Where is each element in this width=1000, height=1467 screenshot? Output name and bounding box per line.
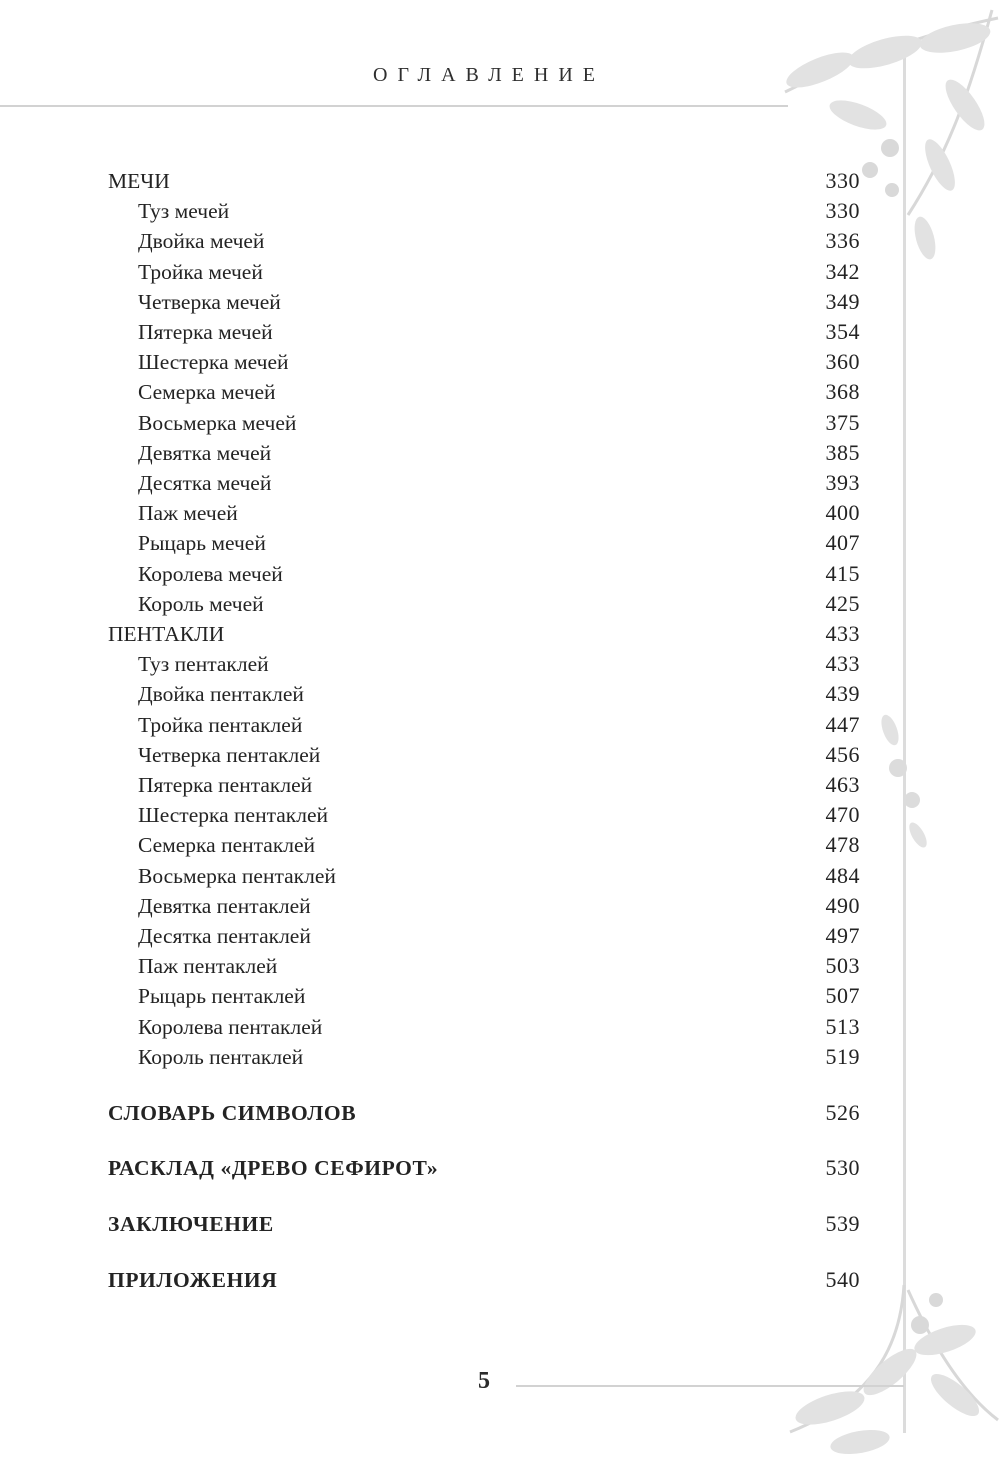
page-title: ОГЛАВЛЕНИЕ (373, 64, 605, 86)
toc-entry-page: 530 (825, 1155, 860, 1181)
toc-entry-label: Двойка пентаклей (138, 682, 304, 707)
toc-entry-page: 463 (825, 772, 860, 798)
toc-entry-label: Туз мечей (138, 199, 230, 224)
toc-entry (108, 589, 860, 619)
toc-entry-label: Король мечей (138, 591, 264, 616)
toc-entry (108, 891, 860, 921)
toc-entry-label: Рыцарь мечей (138, 531, 266, 556)
toc-entry-label: Паж мечей (138, 501, 238, 526)
toc-entry-page: 425 (825, 590, 860, 616)
toc-entry-label: Рыцарь пентаклей (138, 984, 306, 1009)
toc-entry (108, 1153, 860, 1183)
toc-entry-page: 503 (825, 953, 860, 979)
toc-entry-page: 368 (825, 379, 860, 405)
toc-entry-label: Король пентаклей (138, 1044, 304, 1069)
toc-entry-label: Шестерка мечей (138, 350, 289, 375)
toc-entry-page: 349 (825, 288, 860, 314)
toc-entry (108, 740, 860, 770)
toc-entry-label: Королева мечей (138, 561, 283, 586)
toc-entry-page: 415 (825, 560, 860, 586)
toc-entry-page: 539 (825, 1211, 860, 1236)
toc-entry (108, 1012, 860, 1042)
toc-entry-label: Восьмерка мечей (138, 410, 297, 435)
toc-entry-page: 330 (825, 168, 860, 193)
toc-entry-page: 447 (825, 711, 860, 737)
toc-entry-page: 507 (825, 983, 860, 1009)
toc-entry-page: 433 (825, 651, 860, 677)
toc-entry-label: ПРИЛОЖЕНИЯ (108, 1267, 278, 1292)
toc-entry-label: Паж пентаклей (138, 954, 278, 979)
toc-entry (108, 1098, 860, 1128)
toc-entry-label: Девятка пентаклей (138, 893, 311, 918)
toc-entry (108, 287, 860, 317)
toc-entry (108, 861, 860, 891)
toc-entry (108, 649, 860, 679)
toc-entry (108, 528, 860, 558)
toc-entry-page: 490 (825, 892, 860, 918)
toc-entry-page: 400 (825, 500, 860, 526)
toc-entry-page: 484 (825, 862, 860, 888)
toc-entry (108, 679, 860, 709)
toc-entry (108, 830, 860, 860)
toc-entry-label: РАСКЛАД «ДРЕВО СЕФИРОТ» (108, 1156, 439, 1181)
toc-entry-label: Десятка пентаклей (138, 924, 311, 949)
toc-entry (108, 257, 860, 287)
toc-entry-label: ПЕНТАКЛИ (108, 622, 225, 647)
header-rule (0, 105, 788, 107)
toc-entry-label: Тройка пентаклей (138, 712, 303, 737)
toc-entry (108, 1209, 860, 1239)
toc-entry (108, 619, 860, 649)
toc-entry-label: Пятерка пентаклей (138, 773, 313, 798)
toc-entry (108, 770, 860, 800)
toc-entry (108, 710, 860, 740)
page-number: 5 (478, 1368, 490, 1394)
toc-entry-page: 439 (825, 681, 860, 707)
toc-entry-page: 456 (825, 741, 860, 767)
toc-entry-label: СЛОВАРЬ СИМВОЛОВ (108, 1100, 357, 1125)
toc-entry-page: 354 (825, 319, 860, 345)
toc-entry (108, 1042, 860, 1072)
toc-entry (108, 166, 860, 196)
toc-entry-label: Королева пентаклей (138, 1014, 323, 1039)
toc-entry-label: Двойка мечей (138, 229, 265, 254)
toc-entry (108, 921, 860, 951)
toc-entry-page: 470 (825, 802, 860, 828)
toc-entry (108, 226, 860, 256)
toc-entry (108, 498, 860, 528)
toc-entry-page: 385 (825, 439, 860, 465)
toc-entry-label: Пятерка мечей (138, 320, 273, 345)
toc-entry (108, 559, 860, 589)
toc-entry-label: Десятка мечей (138, 471, 272, 496)
toc-entry-page: 478 (825, 832, 860, 858)
toc-entry-page: 360 (825, 349, 860, 375)
toc-entry-page: 336 (825, 228, 860, 254)
toc-entry (108, 196, 860, 226)
footer-rule (516, 1385, 904, 1387)
toc-entry-label: Туз пентаклей (138, 652, 269, 677)
toc-entry-page: 497 (825, 923, 860, 949)
toc-entry (108, 317, 860, 347)
toc-entry-label: Девятка мечей (138, 440, 272, 465)
toc-entry (108, 408, 860, 438)
toc-entry-label: ЗАКЛЮЧЕНИЕ (108, 1212, 274, 1236)
ornament-stem-line (903, 38, 906, 1433)
toc-entry-label: Семерка мечей (138, 380, 276, 405)
toc-list (108, 166, 860, 1295)
toc-entry (108, 951, 860, 981)
toc-entry-page: 526 (825, 1099, 860, 1125)
toc-entry-label: Четверка мечей (138, 289, 281, 314)
toc-entry-page: 433 (825, 621, 860, 647)
toc-entry-page: 407 (825, 530, 860, 556)
toc-entry (108, 377, 860, 407)
toc-entry-page: 342 (825, 258, 860, 284)
toc-entry (108, 1265, 860, 1295)
ornament-mid-buds (878, 713, 930, 851)
toc-entry-page: 375 (825, 409, 860, 435)
toc-entry-page: 519 (825, 1043, 860, 1069)
toc-entry (108, 981, 860, 1011)
toc-entry-label: Шестерка пентаклей (138, 803, 329, 828)
toc-entry-page: 540 (825, 1266, 860, 1292)
toc-entry-label: Семерка пентаклей (138, 833, 316, 858)
toc-entry-label: МЕЧИ (108, 169, 170, 193)
toc-entry-page: 513 (825, 1013, 860, 1039)
toc-entry-label: Четверка пентаклей (138, 742, 321, 767)
toc-entry (108, 800, 860, 830)
toc-entry (108, 347, 860, 377)
toc-entry-label: Тройка мечей (138, 259, 263, 284)
toc-entry (108, 468, 860, 498)
toc-entry (108, 438, 860, 468)
toc-entry-page: 393 (825, 470, 860, 496)
toc-entry-page: 330 (825, 198, 860, 224)
toc-entry-label: Восьмерка пентаклей (138, 863, 336, 888)
